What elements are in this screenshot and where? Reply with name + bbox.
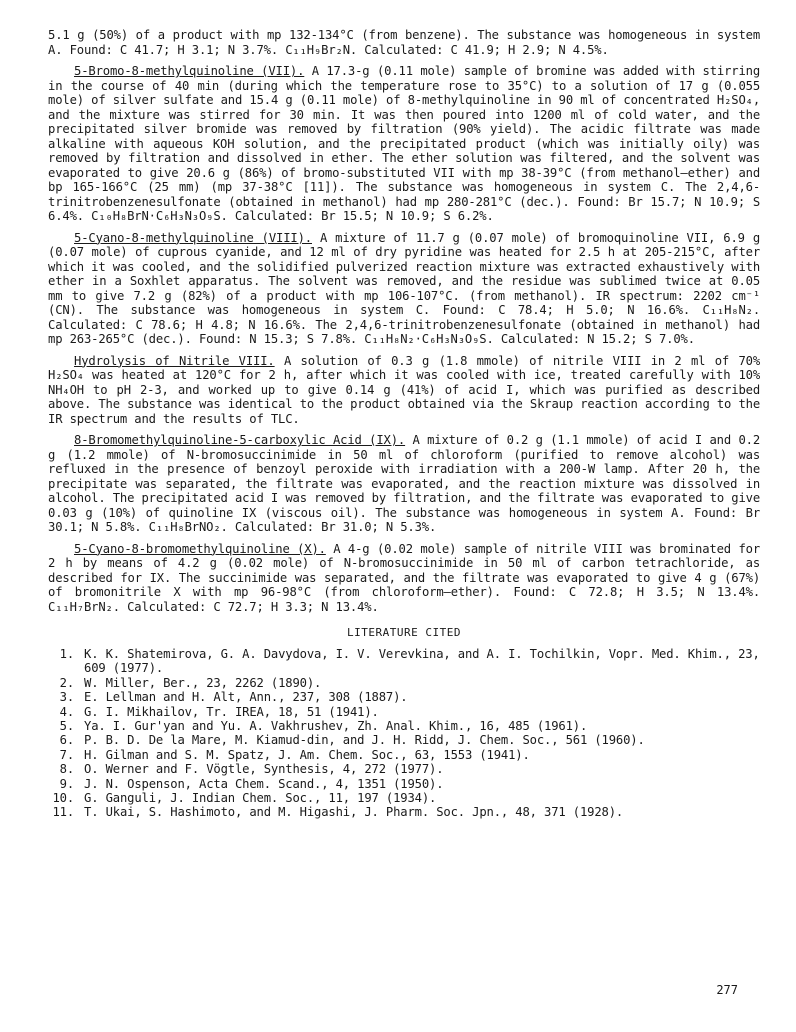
page-number: 277 [716,983,738,997]
paragraph-heading: 5-Bromo-8-methylquinoline (VII). [74,64,305,78]
reference-number: 5. [59,719,74,734]
reference-text: E. Lellman and H. Alt, Ann., 237, 308 (1887). [84,690,408,705]
reference-item [48,719,760,733]
paragraph-text: A solution of 0.3 g (1.8 mmole) of nitrile VIII in 2 ml of 70% H₂SO₄ was heated at 120°C for 2 h, after which it was cooled with ice, treated carefully with 10% NH₄OH to pH 2-3, and worked up to give 0.14 g (41%) of acid I, which was purified as described above. The substance was identical to the product obtained via the Skraup reaction according to the IR spectrum and the results of TLC. [48,353,761,426]
reference-text: P. B. D. De la Mare, M. Kiamud-din, and J. H. Ridd, J. Chem. Soc., 561 (1960). [84,733,645,748]
reference-item [48,690,760,704]
reference-number: 4. [59,704,74,719]
reference-text: G. Ganguli, J. Indian Chem. Soc., 11, 197 (1934). [84,791,437,806]
paragraph-heading: 5-Cyano-8-methylquinoline (VIII). [74,230,312,245]
reference-text: T. Ukai, S. Hashimoto, and M. Higashi, J. Pharm. Soc. Jpn., 48, 371 (1928). [84,805,624,820]
reference-text: W. Miller, Ber., 23, 2262 (1890). [84,675,322,690]
paragraph-hydrolysis [48,354,760,427]
reference-item [48,705,760,719]
reference-item [48,791,760,805]
paragraph-bromo-methylquinoline [48,64,760,224]
reference-text: K. K. Shatemirova, G. A. Davydova, I. V. Verevkina, and A. I. Tochilkin, Vopr. Med. Khim., 23, 609 (1977). [84,647,760,676]
paragraph-text: A 17.3-g (0.11 mole) sample of bromine was added with stirring in the course of 40 min (during which the temperature rose to 35°C) to a solution of 17 g (0.055 mole) of silver sulfate and 15.4 g (0.11 mole) of 8-methylquinoline in 90 ml of concentrated H₂SO₄, and the mixture was stirred for 30 min. It was then poured into 1200 ml of cold water, and the precipitated silver bromide was removed by filtration (90% yield). The acidic filtrate was made alkaline with aqueous KOH solution, and the precipitated product (which was initially oily) was removed by filtration and dissolved in ether. The ether solution was filtered, and the solvent was evaporated to give 20.6 g (86%) of bromo-substituted VII with mp 38-39°C (from methanol—ether) and bp 165-166°C (25 mm) (mp 37-38°C [11]). The substance was homogeneous in system C. The 2,4,6-trinitrobenzenesulfonate (obtained in methanol) had mp 280-281°C (dec.). Found: Br 15.7; N 10.9; S 6.4%. C₁₀H₈BrN·C₆H₃N₃O₉S. Calculated: Br 15.5; N 10.9; S 6.2%. [48,64,760,223]
paragraph-continuation [48,28,760,57]
paragraph-heading: Hydrolysis of Nitrile VIII. [74,353,275,368]
reference-text: Ya. I. Gur'yan and Yu. A. Vakhrushev, Zh. Anal. Khim., 16, 485 (1961). [84,719,588,734]
reference-text: H. Gilman and S. M. Spatz, J. Am. Chem. Soc., 63, 1553 (1941). [84,747,530,762]
reference-number: 10. [52,791,74,806]
reference-number: 6. [59,733,74,748]
reference-item [48,748,760,762]
reference-number: 7. [59,747,74,762]
reference-number: 2. [59,675,74,690]
paragraph-carboxylic-acid [48,433,760,535]
reference-number: 9. [59,776,74,791]
reference-number: 1. [59,647,74,661]
paragraph-text: 5.1 g (50%) of a product with mp 132-134°C (from benzene). The substance was homogeneous in system A. Found: C 41.7; H 3.1; N 3.7%. C₁₁H₉Br₂N. Calculated: C 41.9; H 2.9; N 4.5%. [48,28,760,57]
paragraph-cyano-methylquinoline [48,231,760,347]
paragraph-cyano-bromomethylquinoline [48,542,760,615]
paragraph-text: A mixture of 0.2 g (1.1 mmole) of acid I and 0.2 g (1.2 mmole) of N-bromosuccinimide in 50 ml of chloroform (purified to remove alcohol) was refluxed in the presence of benzoyl peroxide with irradiation with a 200-W lamp. After 20 h, the precipitate was separated, the filtrate was evaporated, and the reaction mixture was dissolved in alcohol. The precipitated acid I was removed by filtration, and the filtrate was evaporated to give 0.03 g (10%) of quinoline IX (viscous oil). The substance was homogeneous in system A. Found: Br 30.1; N 5.8%. C₁₁H₈BrNO₂. Calculated: Br 31.0; N 5.3%. [48,433,761,534]
reference-item [48,733,760,747]
reference-number: 11. [52,805,74,820]
paragraph-text: A 4-g (0.02 mole) sample of nitrile VIII was brominated for 2 h by means of 4.2 g (0.02 mole) of N-bromosuccinimide in 50 ml of carbon tetrachloride, as described for IX. The succinimide was separated, and the filtrate was evaporated to give 4 g (67%) of bromonitrile X with mp 96-98°C (from chloroform—ether). Found: C 72.8; H 3.5; N 13.4%. C₁₁H₇BrN₂. Calculated: C 72.7; H 3.3; N 13.4%. [48,541,760,614]
reference-number: 8. [59,762,74,777]
paragraph-text: A mixture of 11.7 g (0.07 mole) of bromoquinoline VII, 6.9 g (0.07 mole) of cuprous cyanide, and 12 ml of dry pyridine was heated for 2.5 h at 205-215°C, after which it was cooled, and the solidified pulverized reaction mixture was extracted exhaustively with ether in a Soxhlet apparatus. The solvent was removed, and the residue was sublimed twice at 0.05 mm to give 7.2 g (82%) of a product with mp 106-107°C. (from methanol). IR spectrum: 2202 cm⁻¹ (CN). The substance was homogeneous in system C. Found: C 78.4; H 5.0; N 16.6%. C₁₁H₈N₂. Calculated: C 78.6; H 4.8; N 16.6%. The 2,4,6-trinitrobenzenesulfonate (obtained in methanol) had mp 263-265°C (dec.). Found: N 15.3; S 7.8%. C₁₁H₈N₂·C₆H₃N₃O₉S. Calculated: N 15.2; S 7.0%. [48,230,761,346]
reference-item [48,777,760,791]
reference-item [48,762,760,776]
paragraph-heading: 8-Bromomethylquinoline-5-carboxylic Acid (IX). [74,433,406,447]
reference-number: 3. [59,690,74,705]
literature-title: LITERATURE CITED [347,626,461,639]
reference-text: O. Werner and F. Vögtle, Synthesis, 4, 272 (1977). [84,762,444,777]
reference-text: J. N. Ospenson, Acta Chem. Scand., 4, 1351 (1950). [84,776,444,791]
reference-list [48,647,760,820]
reference-text: G. I. Mikhailov, Tr. IREA, 18, 51 (1941). [84,704,379,719]
paragraph-heading: 5-Cyano-8-bromomethylquinoline (X). [74,541,326,556]
reference-item [48,805,760,819]
reference-item [48,676,760,690]
reference-item [48,647,760,676]
page-body [48,28,760,820]
